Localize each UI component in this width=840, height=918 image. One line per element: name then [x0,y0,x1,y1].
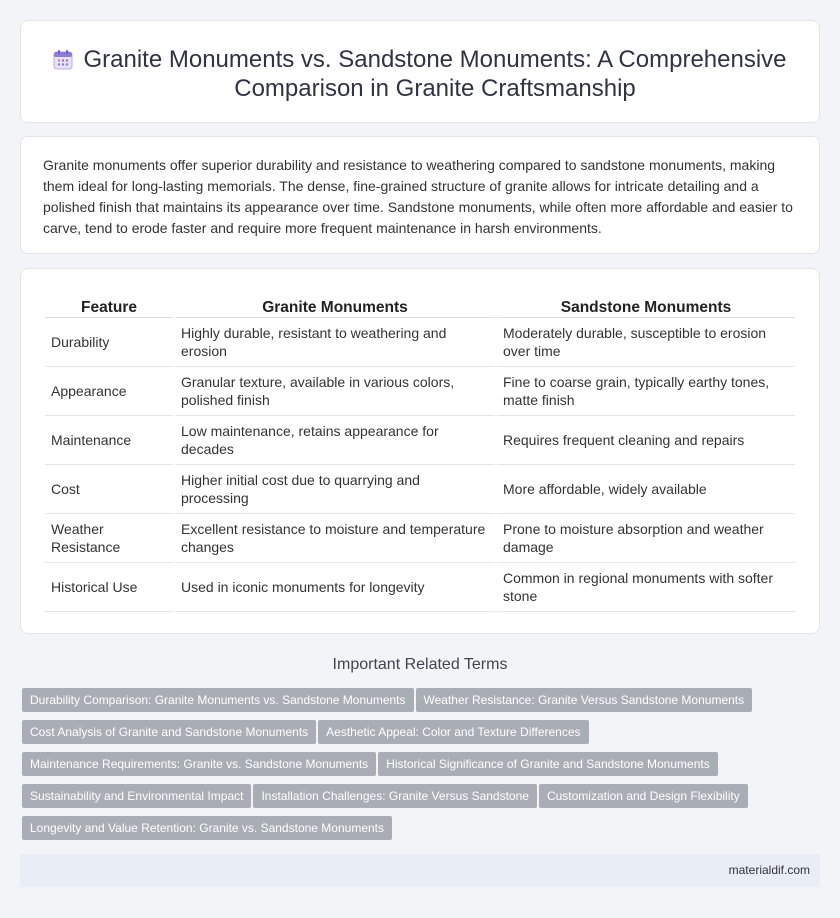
row-feature: Appearance [45,367,173,416]
row-feature: Weather Resistance [45,514,173,563]
tag-row [22,720,802,752]
related-tag[interactable]: Cost Analysis of Granite and Sandstone Monuments [22,720,316,744]
table-header-row [45,295,795,318]
comparison-table [43,295,797,612]
row-granite: Granular texture, available in various colors, polished finish [175,367,495,416]
row-sandstone: More affordable, widely available [497,465,795,514]
header-sandstone: Sandstone Monuments [497,295,795,318]
intro-paragraph: Granite monuments offer superior durability and resistance to weathering compared to sandstone monuments, making them ideal for long-lasting memorials. The dense, fine-grained structure of granite allows for intricate detailing and a polished finish that maintains its appearance over time. Sandstone monuments, while often more affordable and easier to carve, tend to erode faster and require more frequent maintenance in harsh environments. [43,157,793,236]
row-sandstone: Fine to coarse grain, typically earthy tones, matte finish [497,367,795,416]
table-row [45,318,795,367]
table-row [45,514,795,563]
row-feature: Historical Use [45,563,173,612]
table-row [45,416,795,465]
tag-row [22,688,802,720]
header-feature: Feature [45,295,173,318]
row-sandstone: Prone to moisture absorption and weather damage [497,514,795,563]
row-sandstone: Common in regional monuments with softer stone [497,563,795,612]
row-sandstone: Moderately durable, susceptible to erosion over time [497,318,795,367]
row-feature: Cost [45,465,173,514]
row-feature: Maintenance [45,416,173,465]
row-granite: Low maintenance, retains appearance for decades [175,416,495,465]
related-terms-title: Important Related Terms [332,656,508,673]
footer [20,854,820,887]
related-tag[interactable]: Durability Comparison: Granite Monuments vs. Sandstone Monuments [22,688,414,712]
intro-card [20,136,820,254]
row-feature: Durability [45,318,173,367]
header-granite: Granite Monuments [175,295,495,318]
row-sandstone: Requires frequent cleaning and repairs [497,416,795,465]
tag-row [22,752,802,784]
tag-row [22,784,802,816]
table-row [45,465,795,514]
related-tag[interactable]: Weather Resistance: Granite Versus Sandstone Monuments [416,688,753,712]
related-tag[interactable]: Installation Challenges: Granite Versus Sandstone [253,784,537,808]
row-granite: Excellent resistance to moisture and temperature changes [175,514,495,563]
related-terms-tags [22,688,802,848]
related-tag[interactable]: Customization and Design Flexibility [539,784,748,808]
title-card [20,20,820,123]
footer-site[interactable]: materialdif.com [728,863,810,877]
row-granite: Higher initial cost due to quarrying and processing [175,465,495,514]
tag-row [22,816,802,848]
comparison-table-card [20,268,820,634]
table-row [45,367,795,416]
related-tag[interactable]: Historical Significance of Granite and Sandstone Monuments [378,752,718,776]
row-granite: Highly durable, resistant to weathering and erosion [175,318,495,367]
related-tag[interactable]: Longevity and Value Retention: Granite vs. Sandstone Monuments [22,816,392,840]
related-tag[interactable]: Aesthetic Appeal: Color and Texture Differences [318,720,588,744]
row-granite: Used in iconic monuments for longevity [175,563,495,612]
related-tag[interactable]: Sustainability and Environmental Impact [22,784,251,808]
table-row [45,563,795,612]
page-title: Granite Monuments vs. Sandstone Monuments: A Comprehensive Comparison in Granite Craftsmanship [83,46,787,102]
related-tag[interactable]: Maintenance Requirements: Granite vs. Sandstone Monuments [22,752,376,776]
